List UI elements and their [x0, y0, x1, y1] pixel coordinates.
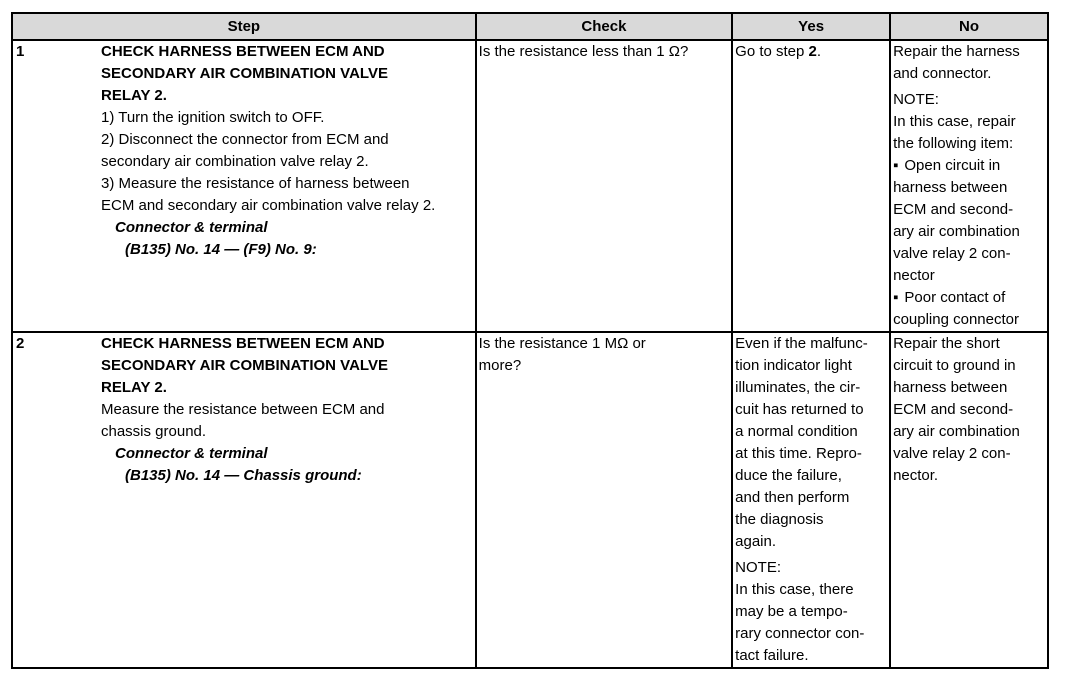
step-title-line: RELAY 2. — [101, 379, 167, 396]
no-cell-1 — [890, 40, 1048, 332]
step-instruction: 3) Measure the resistance of harness between — [101, 175, 410, 192]
header-check: Check — [476, 13, 732, 40]
step-instruction: secondary air combination valve relay 2. — [101, 153, 369, 170]
step-number: 2 — [16, 335, 25, 352]
connector-label: Connector & terminal — [115, 445, 268, 462]
yes-action-line: at this time. Repro- — [735, 445, 862, 462]
connector-terminal: (B135) No. 14 — (F9) No. 9: — [125, 241, 317, 258]
no-action-line: circuit to ground in — [893, 357, 1016, 374]
no-action-line: ECM and second- — [893, 401, 1014, 418]
note-label: NOTE: — [893, 91, 939, 108]
step-instruction: 2) Disconnect the connector from ECM and — [101, 131, 389, 148]
yes-action-text: Go to step — [735, 43, 809, 60]
header-row — [12, 13, 1048, 40]
yes-cell-1 — [732, 40, 890, 332]
diagnostic-table — [11, 12, 1049, 669]
check-cell-2 — [476, 332, 732, 668]
diagnostic-procedure-sheet — [11, 12, 1049, 669]
no-action-line: Repair the harness — [893, 43, 1020, 60]
step-title-line: RELAY 2. — [101, 87, 167, 104]
step-title-line: CHECK HARNESS BETWEEN ECM AND — [101, 335, 385, 352]
header-yes: Yes — [732, 13, 890, 40]
note-line: rary connector con- — [735, 625, 865, 642]
step-title-line: SECONDARY AIR COMBINATION VALVE — [101, 357, 388, 374]
bullet-item-cont: valve relay 2 con- — [893, 245, 1011, 262]
no-action-line: and connector. — [893, 65, 992, 82]
yes-action-line: the diagnosis — [735, 511, 824, 528]
yes-cell-2 — [732, 332, 890, 668]
yes-step-ref: 2 — [808, 43, 817, 60]
step-title-line: CHECK HARNESS BETWEEN ECM AND — [101, 43, 385, 60]
note-label: NOTE: — [735, 559, 781, 576]
table-row-step-2 — [12, 332, 1048, 668]
yes-action-line: tion indicator light — [735, 357, 852, 374]
step-instruction: ECM and secondary air combination valve relay 2. — [101, 197, 436, 214]
no-action-line: nector. — [893, 467, 939, 484]
yes-action-line: and then perform — [735, 489, 850, 506]
note-line: tact failure. — [735, 647, 809, 664]
connector-label: Connector & terminal — [115, 219, 268, 236]
step-number: 1 — [16, 43, 25, 60]
table-row-step-1 — [12, 40, 1048, 332]
check-question: Is the resistance less than 1 Ω? — [478, 43, 689, 60]
no-cell-2 — [890, 332, 1048, 668]
check-question: more? — [478, 357, 522, 374]
no-action-line: Repair the short — [893, 335, 1000, 352]
bullet-item-cont: nector — [893, 267, 935, 284]
no-action-line: ary air combination — [893, 423, 1020, 440]
yes-action-line: again. — [735, 533, 777, 550]
yes-action — [735, 41, 887, 63]
bullet-item-cont: ECM and second- — [893, 201, 1014, 218]
step-cell-2 — [12, 332, 476, 668]
bullet-item-cont: coupling connector — [893, 311, 1019, 328]
step-instruction: 1) Turn the ignition switch to OFF. — [101, 109, 325, 126]
header-no: No — [890, 13, 1048, 40]
check-question: Is the resistance 1 MΩ or — [478, 335, 646, 352]
check-cell-1 — [476, 40, 732, 332]
bullet-item-cont: ary air combination — [893, 223, 1020, 240]
note-line: may be a tempo- — [735, 603, 848, 620]
step-instruction: chassis ground. — [101, 423, 207, 440]
note-line: the following item: — [893, 135, 1014, 152]
note-line: In this case, repair — [893, 113, 1016, 130]
step-title-line: SECONDARY AIR COMBINATION VALVE — [101, 65, 388, 82]
yes-action-line: illuminates, the cir- — [735, 379, 861, 396]
step-instruction: Measure the resistance between ECM and — [101, 401, 385, 418]
bullet-item: ▪ Poor contact of — [893, 287, 1045, 309]
no-action-line: harness between — [893, 379, 1008, 396]
no-action-line: valve relay 2 con- — [893, 445, 1011, 462]
yes-action-suffix: . — [816, 43, 822, 60]
yes-action-line: duce the failure, — [735, 467, 842, 484]
yes-action-line: cuit has returned to — [735, 401, 864, 418]
bullet-item-cont: harness between — [893, 179, 1008, 196]
header-step: Step — [12, 13, 476, 40]
bullet-item: ▪ Open circuit in — [893, 155, 1045, 177]
yes-action-line: Even if the malfunc- — [735, 335, 868, 352]
note-line: In this case, there — [735, 581, 854, 598]
yes-action-line: a normal condition — [735, 423, 858, 440]
step-cell-1 — [12, 40, 476, 332]
connector-terminal: (B135) No. 14 — Chassis ground: — [125, 467, 362, 484]
